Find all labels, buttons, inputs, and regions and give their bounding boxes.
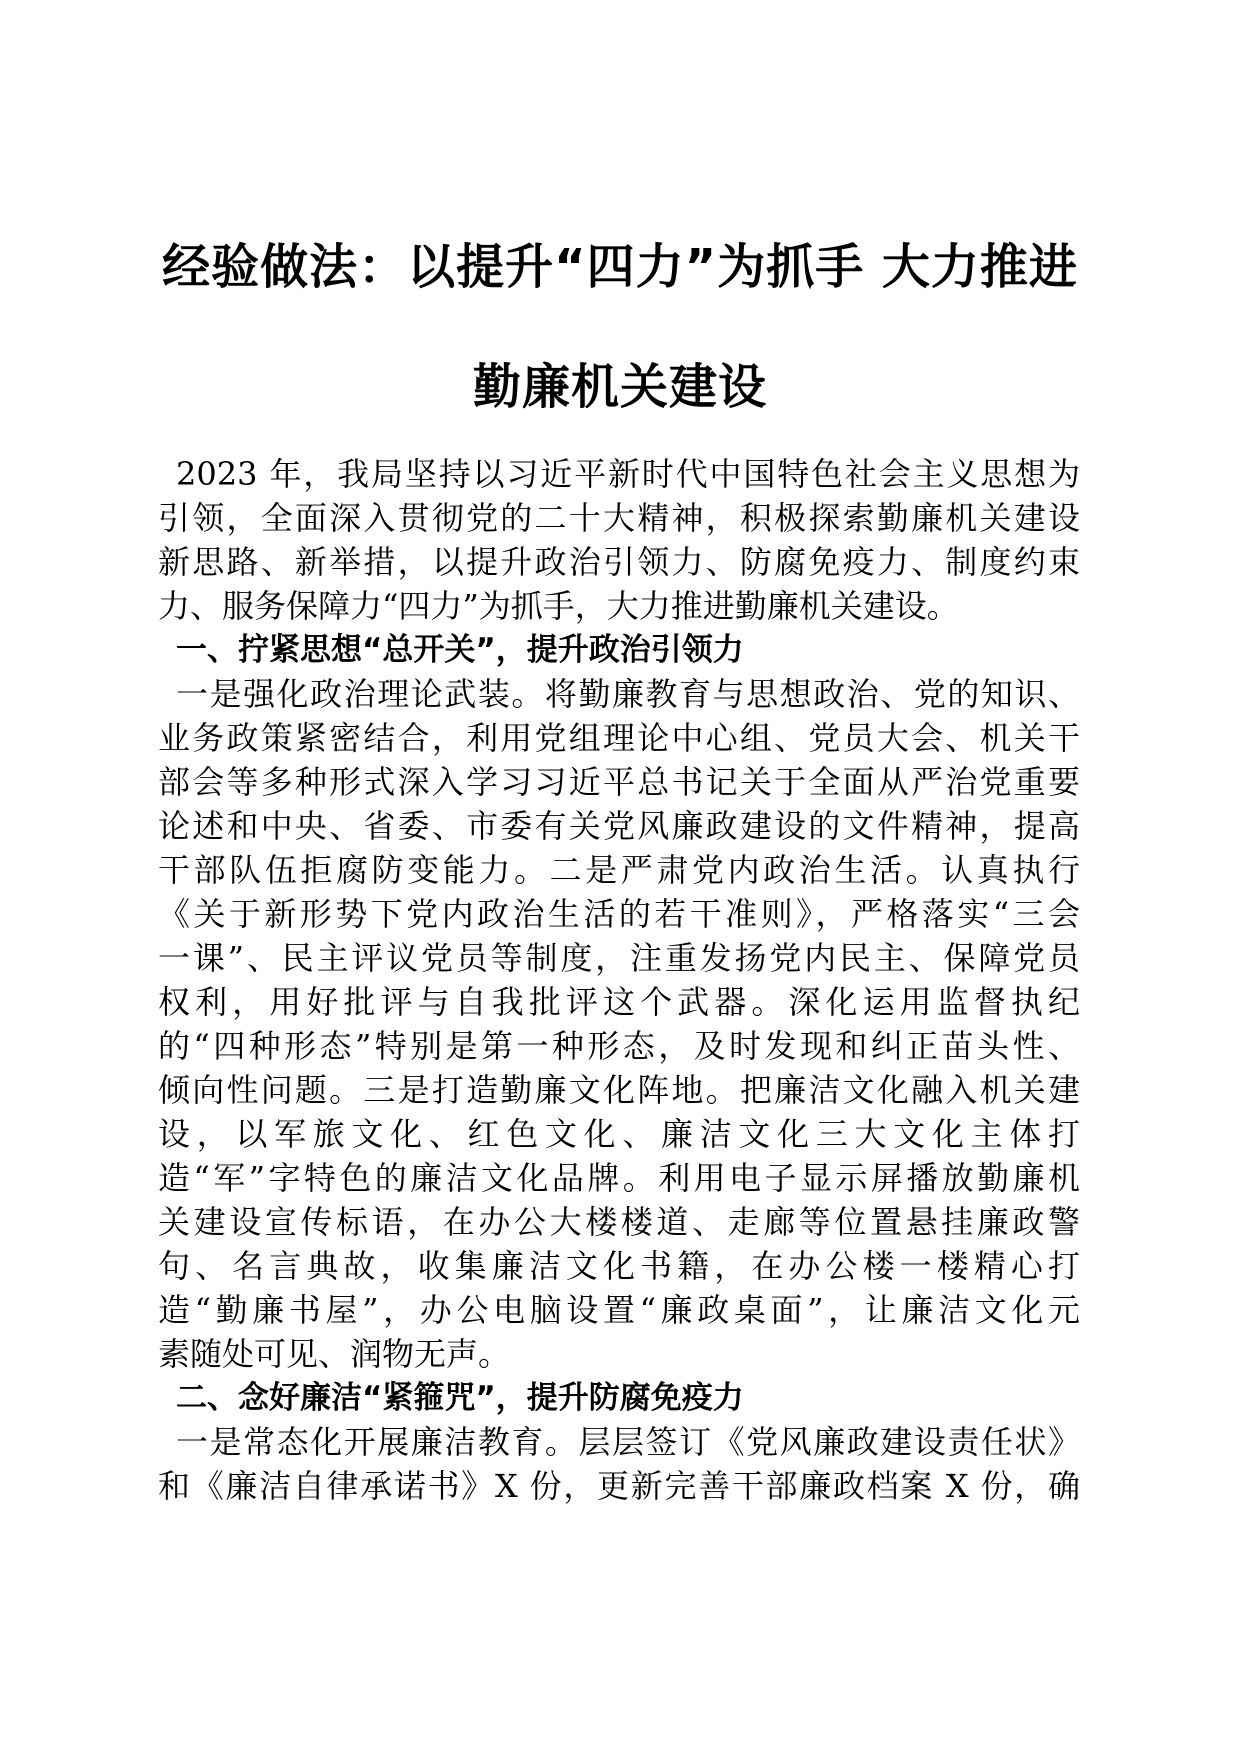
section-1-line: 句、名言典故，收集廉洁文化书籍，在办公楼一楼精心打 — [158, 1247, 1080, 1285]
section-1-line: 一是强化政治理论武装。将勤廉教育与思想政治、党的知识、 — [176, 675, 1080, 713]
section-1-line: 设，以军旅文化、红色文化、廉洁文化三大文化主体打 — [158, 1115, 1080, 1153]
section-2-heading: 二、念好廉洁“紧箍咒”，提升防腐免疫力 — [176, 1380, 744, 1416]
section-1-line: 论述和中央、省委、市委有关党风廉政建设的文件精神，提高 — [158, 807, 1080, 845]
section-1-line: 业务政策紧密结合，利用党组理论中心组、党员大会、机关干 — [158, 719, 1080, 757]
section-1-line: 的“四种形态”特别是第一种形态，及时发现和纠正苗头性、 — [158, 1027, 1080, 1065]
section-1-line: 《关于新形势下党内政治生活的若干准则》，严格落实“三会 — [158, 895, 1080, 933]
document-body — [158, 452, 1080, 1508]
document-title-line-2: 勤廉机关建设 — [472, 359, 767, 415]
section-2-line: 一是常态化开展廉洁教育。层层签订《党风廉政建设责任状》 — [176, 1423, 1080, 1461]
section-1-line: 干部队伍拒腐防变能力。二是严肃党内政治生活。认真执行 — [158, 851, 1080, 889]
section-1-line: 造“军”字特色的廉洁文化品牌。利用电子显示屏播放勤廉机 — [158, 1159, 1080, 1197]
section-2-line: 和《廉洁自律承诺书》X 份，更新完善干部廉政档案 X 份，确 — [158, 1467, 1080, 1505]
intro-line: 新思路、新举措，以提升政治引领力、防腐免疫力、制度约束 — [158, 543, 1080, 581]
section-1-line: 倾向性问题。三是打造勤廉文化阵地。把廉洁文化融入机关建 — [158, 1071, 1080, 1109]
intro-line: 力、服务保障力“四力”为抓手，大力推进勤廉机关建设。 — [158, 587, 959, 625]
intro-line: 引领，全面深入贯彻党的二十大精神，积极探索勤廉机关建设 — [158, 499, 1080, 537]
section-1-line: 关建设宣传标语，在办公大楼楼道、走廊等位置悬挂廉政警 — [158, 1203, 1080, 1241]
section-1-line: 造“勤廉书屋”，办公电脑设置“廉政桌面”，让廉洁文化元 — [158, 1291, 1080, 1329]
section-1-line: 部会等多种形式深入学习习近平总书记关于全面从严治党重要 — [158, 763, 1080, 801]
document-title-line-1: 经验做法：以提升“四力”为抓手 大力推进 — [162, 239, 1078, 295]
section-1-line: 一课”、民主评议党员等制度，注重发扬党内民主、保障党员 — [158, 939, 1080, 977]
section-1-line: 素随处可见、润物无声。 — [158, 1335, 511, 1373]
intro-line: 2023 年，我局坚持以习近平新时代中国特色社会主义思想为 — [176, 455, 1080, 493]
section-1-heading: 一、拧紧思想“总开关”，提升政治引领力 — [176, 632, 744, 668]
section-1-line: 权利，用好批评与自我批评这个武器。深化运用监督执纪 — [158, 983, 1080, 1021]
